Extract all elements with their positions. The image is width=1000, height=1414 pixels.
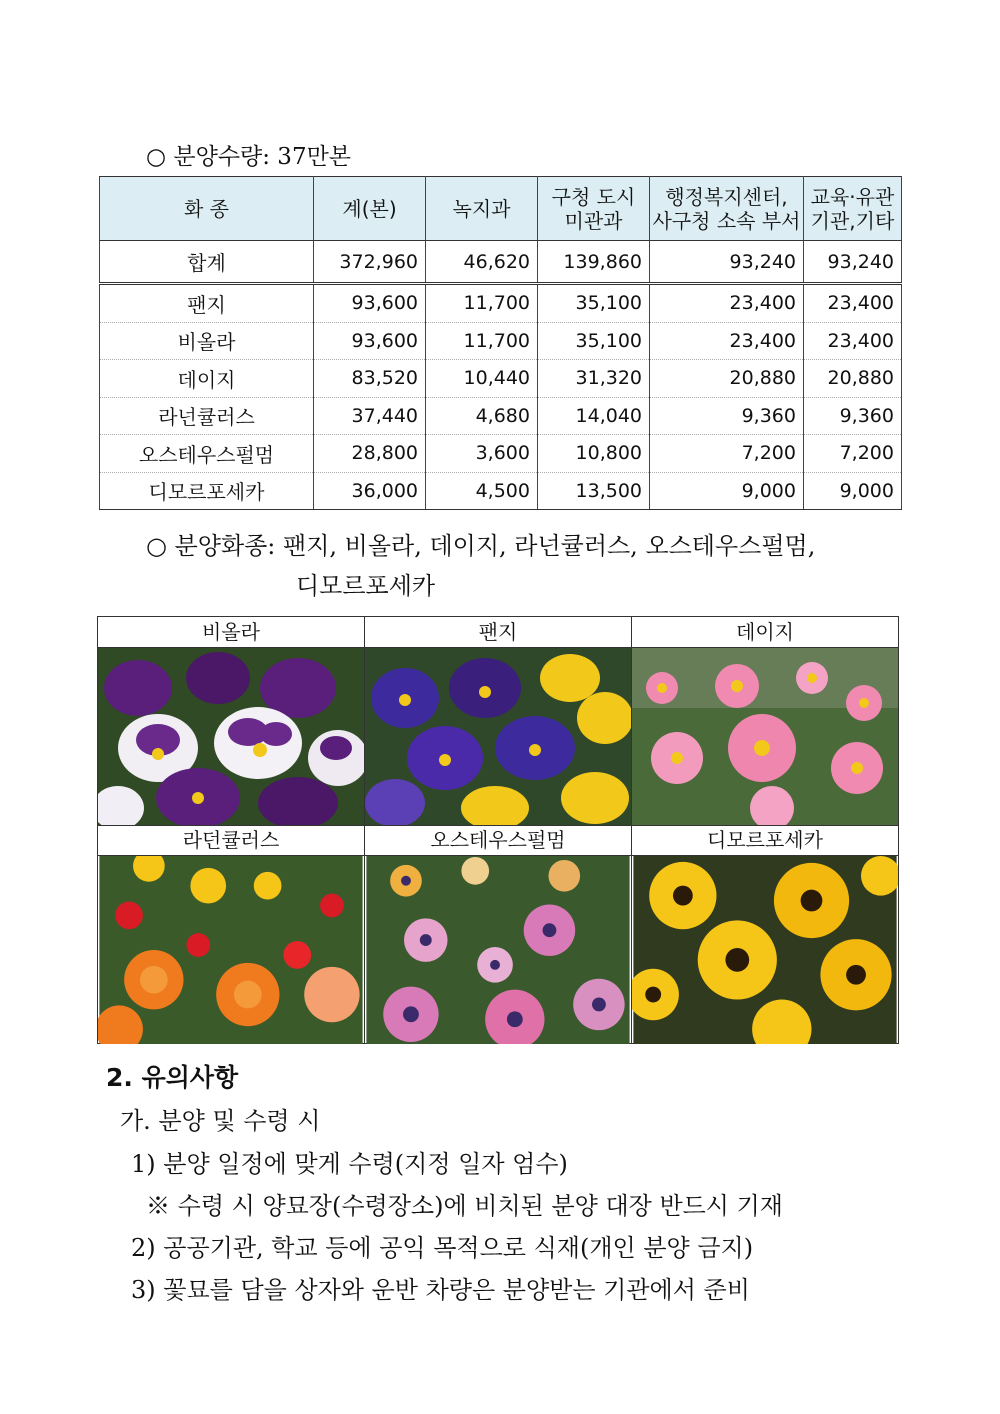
table-cell: 20,880	[804, 360, 902, 398]
table-cell: 9,000	[650, 472, 804, 510]
species-list-continued: 디모르포세카	[296, 572, 436, 600]
table-cell: 11,700	[426, 284, 538, 323]
table-cell: 35,100	[538, 284, 650, 323]
photo-caption: 데이지	[632, 617, 898, 648]
table-row	[100, 284, 902, 323]
table-cell: 23,400	[650, 284, 804, 323]
header-total: 계(본)	[314, 177, 426, 241]
table-cell: 93,600	[314, 322, 426, 360]
table-cell: 4,500	[426, 472, 538, 510]
table-cell: 23,400	[650, 322, 804, 360]
photo-cell-daisy	[632, 617, 898, 825]
table-row	[100, 322, 902, 360]
table-cell: 93,240	[804, 241, 902, 284]
table-cell: 비올라	[100, 322, 314, 360]
table-cell: 4,680	[426, 397, 538, 435]
table-cell: 23,400	[804, 322, 902, 360]
table-row	[100, 360, 902, 398]
photo-caption: 팬지	[365, 617, 631, 648]
table-cell: 46,620	[426, 241, 538, 284]
flower-photo-grid	[97, 616, 899, 1044]
ranunculus-photo	[98, 856, 364, 1044]
table-cell: 10,800	[538, 435, 650, 473]
table-cell: 28,800	[314, 435, 426, 473]
table-cell: 93,240	[650, 241, 804, 284]
table-cell: 139,860	[538, 241, 650, 284]
header-education: 교육·유관 기관,기타	[804, 177, 902, 241]
photo-cell-dimorphotheca	[632, 825, 898, 1044]
daisy-photo	[632, 648, 898, 825]
table-row	[100, 397, 902, 435]
header-admin-center: 행정복지센터, 사구청 소속 부서	[650, 177, 804, 241]
header-district-office: 구청 도시 미관과	[538, 177, 650, 241]
table-cell: 합계	[100, 241, 314, 284]
table-cell: 오스테우스펄멈	[100, 435, 314, 473]
header-green-division: 녹지과	[426, 177, 538, 241]
distribution-table	[99, 176, 902, 510]
table-row	[100, 435, 902, 473]
table-cell: 라넌큘러스	[100, 397, 314, 435]
table-cell: 7,200	[804, 435, 902, 473]
table-cell: 11,700	[426, 322, 538, 360]
table-cell: 20,880	[650, 360, 804, 398]
note-item-3: 3) 꽃묘를 담을 상자와 운반 차량은 분양받는 기관에서 준비	[131, 1276, 750, 1304]
osteospermum-photo	[365, 856, 631, 1044]
table-cell: 36,000	[314, 472, 426, 510]
photo-cell-viola	[98, 617, 364, 825]
table-cell: 9,000	[804, 472, 902, 510]
pansy-photo	[365, 648, 631, 825]
note-section-a: 가. 분양 및 수령 시	[120, 1107, 321, 1135]
table-cell: 팬지	[100, 284, 314, 323]
table-cell: 372,960	[314, 241, 426, 284]
table-cell: 10,440	[426, 360, 538, 398]
photo-caption: 디모르포세카	[632, 825, 898, 856]
table-cell: 35,100	[538, 322, 650, 360]
table-cell: 7,200	[650, 435, 804, 473]
photo-caption: 오스테우스펄멈	[365, 825, 631, 856]
table-row	[100, 472, 902, 510]
table-cell: 9,360	[804, 397, 902, 435]
photo-caption: 라던큘러스	[98, 825, 364, 856]
species-list: ○ 분양화종: 팬지, 비올라, 데이지, 라넌큘러스, 오스테우스펄멈,	[146, 532, 816, 560]
photo-cell-osteospermum	[365, 825, 631, 1044]
photo-cell-ranunculus	[98, 825, 364, 1044]
header-species: 화 종	[100, 177, 314, 241]
table-cell: 9,360	[650, 397, 804, 435]
table-cell: 31,320	[538, 360, 650, 398]
note-item-1: 1) 분양 일정에 맞게 수령(지정 일자 엄수)	[131, 1150, 568, 1178]
table-cell: 데이지	[100, 360, 314, 398]
dimorphotheca-photo	[632, 856, 898, 1044]
note-item-2: 2) 공공기관, 학교 등에 공익 목적으로 식재(개인 분양 금지)	[131, 1234, 754, 1262]
note-item-1-remark: ※ 수령 시 양묘장(수령장소)에 비치된 분양 대장 반드시 기재	[146, 1192, 783, 1220]
photo-caption: 비올라	[98, 617, 364, 648]
table-cell: 83,520	[314, 360, 426, 398]
distribution-quantity: ○ 분양수량: 37만본	[146, 144, 352, 170]
table-cell: 93,600	[314, 284, 426, 323]
table-cell: 디모르포세카	[100, 472, 314, 510]
table-cell: 13,500	[538, 472, 650, 510]
notes-heading: 2. 유의사항	[106, 1063, 239, 1092]
table-header-row	[100, 177, 902, 241]
table-row-total	[100, 241, 902, 284]
photo-cell-pansy	[365, 617, 631, 825]
table-cell: 37,440	[314, 397, 426, 435]
table-cell: 3,600	[426, 435, 538, 473]
viola-photo	[98, 648, 364, 825]
table-cell: 23,400	[804, 284, 902, 323]
table-cell: 14,040	[538, 397, 650, 435]
